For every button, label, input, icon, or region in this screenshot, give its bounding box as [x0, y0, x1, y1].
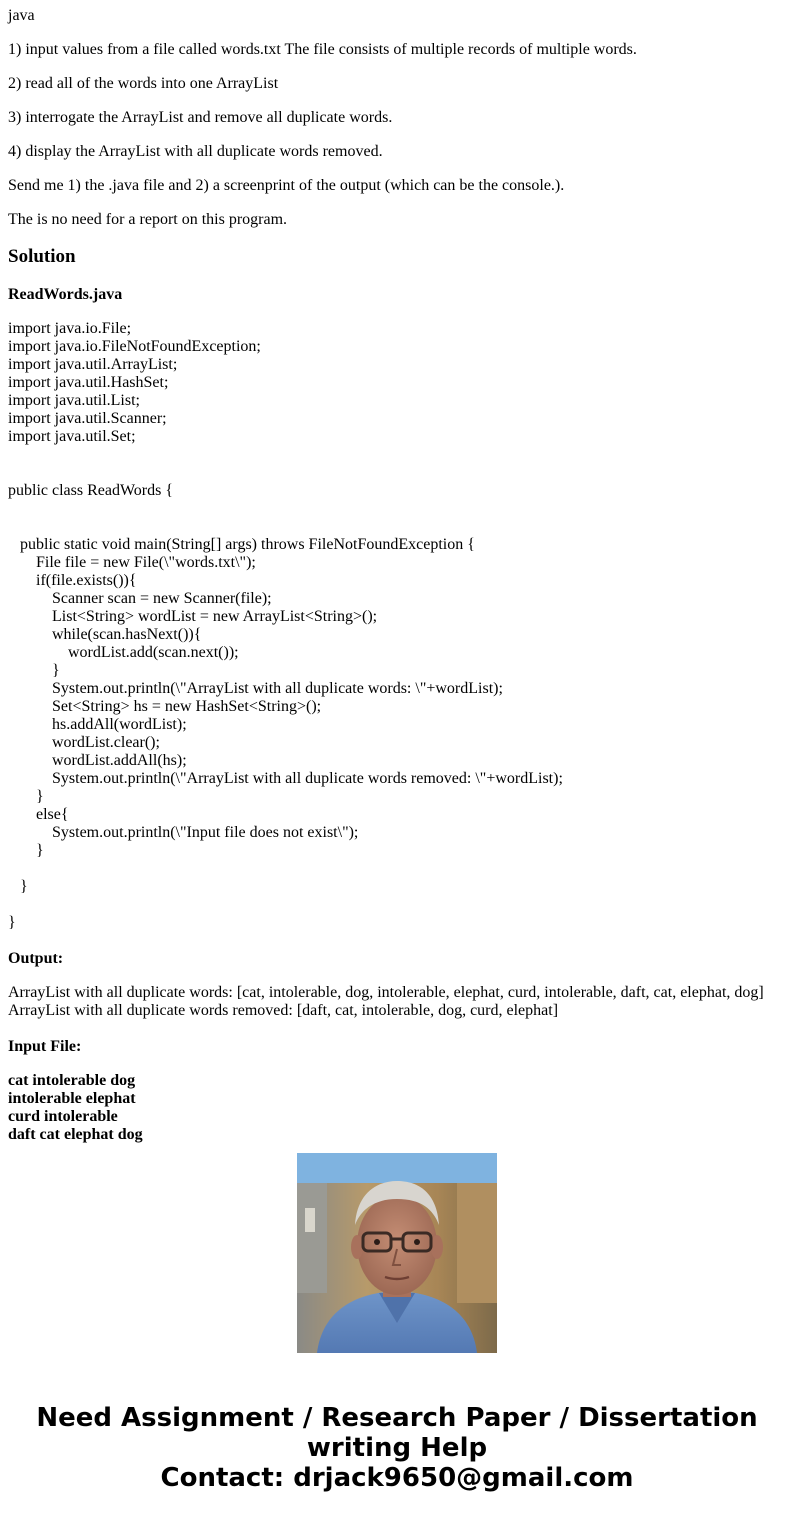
code-line: }: [8, 662, 60, 679]
code-line: import java.util.Scanner;: [8, 410, 167, 427]
promo-line: writing Help: [306, 1433, 488, 1463]
question-note: The is no need for a report on this program.: [8, 211, 288, 228]
input-file-heading: Input File:: [8, 1038, 82, 1055]
output-heading: Output:: [8, 950, 64, 967]
solution-heading: Solution: [8, 246, 76, 267]
code-line: else{: [8, 806, 69, 823]
code-line: }: [8, 842, 44, 859]
code-block: [8, 320, 788, 932]
question-step-1: 1) input values from a file called words.txt The file consists of multiple records of multiple words.: [8, 41, 637, 58]
promo-line: Need Assignment / Research Paper / Dissertation: [36, 1403, 758, 1433]
question-step-4: 4) display the ArrayList with all duplicate words removed.: [8, 143, 383, 160]
input-file-contents: [8, 1072, 788, 1144]
code-line: wordList.add(scan.next());: [8, 644, 239, 661]
code-line: import java.io.File;: [8, 320, 132, 337]
solution-filename: ReadWords.java: [8, 286, 123, 303]
output-line: ArrayList with all duplicate words: [cat, intolerable, dog, intolerable, elephat, curd, intolerable, daft, cat, elephat, dog]: [8, 984, 764, 1001]
code-line: [8, 860, 788, 878]
question-deliverables: Send me 1) the .java file and 2) a screenprint of the output (which can be the console.).: [8, 177, 565, 194]
output-line: ArrayList with all duplicate words removed: [daft, cat, intolerable, dog, curd, elephat]: [8, 1002, 559, 1019]
code-line: System.out.println(\"ArrayList with all duplicate words removed: \"+wordList);: [8, 770, 563, 787]
code-line: System.out.println(\"Input file does not exist\");: [8, 824, 359, 841]
code-line: List<String> wordList = new ArrayList<String>();: [8, 608, 378, 625]
code-line: import java.util.ArrayList;: [8, 356, 178, 373]
code-line: System.out.println(\"ArrayList with all duplicate words: \"+wordList);: [8, 680, 503, 697]
code-line: }: [8, 878, 28, 895]
author-photo: [297, 1153, 497, 1353]
code-line: import java.util.List;: [8, 392, 140, 409]
question-step-2: 2) read all of the words into one ArrayList: [8, 75, 279, 92]
code-line: [8, 896, 788, 914]
code-line: import java.io.FileNotFoundException;: [8, 338, 261, 355]
code-line: }: [8, 914, 16, 931]
input-line: cat intolerable dog: [8, 1072, 136, 1089]
code-line: wordList.addAll(hs);: [8, 752, 187, 769]
code-line: [8, 500, 788, 518]
console-output: [8, 984, 788, 1020]
input-line: intolerable elephat: [8, 1090, 136, 1107]
code-line: hs.addAll(wordList);: [8, 716, 187, 733]
promo-contact: Contact: drjack9650@gmail.com: [160, 1463, 634, 1493]
code-line: [8, 464, 788, 482]
code-line: wordList.clear();: [8, 734, 160, 751]
code-line: if(file.exists()){: [8, 572, 137, 589]
code-line: [8, 446, 788, 464]
code-line: Scanner scan = new Scanner(file);: [8, 590, 272, 607]
code-line: File file = new File(\"words.txt\");: [8, 554, 256, 571]
code-line: import java.util.Set;: [8, 428, 136, 445]
input-line: curd intolerable: [8, 1108, 118, 1125]
code-line: [8, 518, 788, 536]
code-line: }: [8, 788, 44, 805]
input-line: daft cat elephat dog: [8, 1126, 143, 1143]
code-line: while(scan.hasNext()){: [8, 626, 202, 643]
code-line: import java.util.HashSet;: [8, 374, 169, 391]
code-line: Set<String> hs = new HashSet<String>();: [8, 698, 322, 715]
question-language: java: [8, 7, 35, 24]
code-line: public class ReadWords {: [8, 482, 174, 499]
code-line: public static void main(String[] args) throws FileNotFoundException {: [8, 536, 475, 553]
promo-footer: [0, 1403, 794, 1493]
document-content: [8, 0, 788, 1143]
question-step-3: 3) interrogate the ArrayList and remove all duplicate words.: [8, 109, 393, 126]
